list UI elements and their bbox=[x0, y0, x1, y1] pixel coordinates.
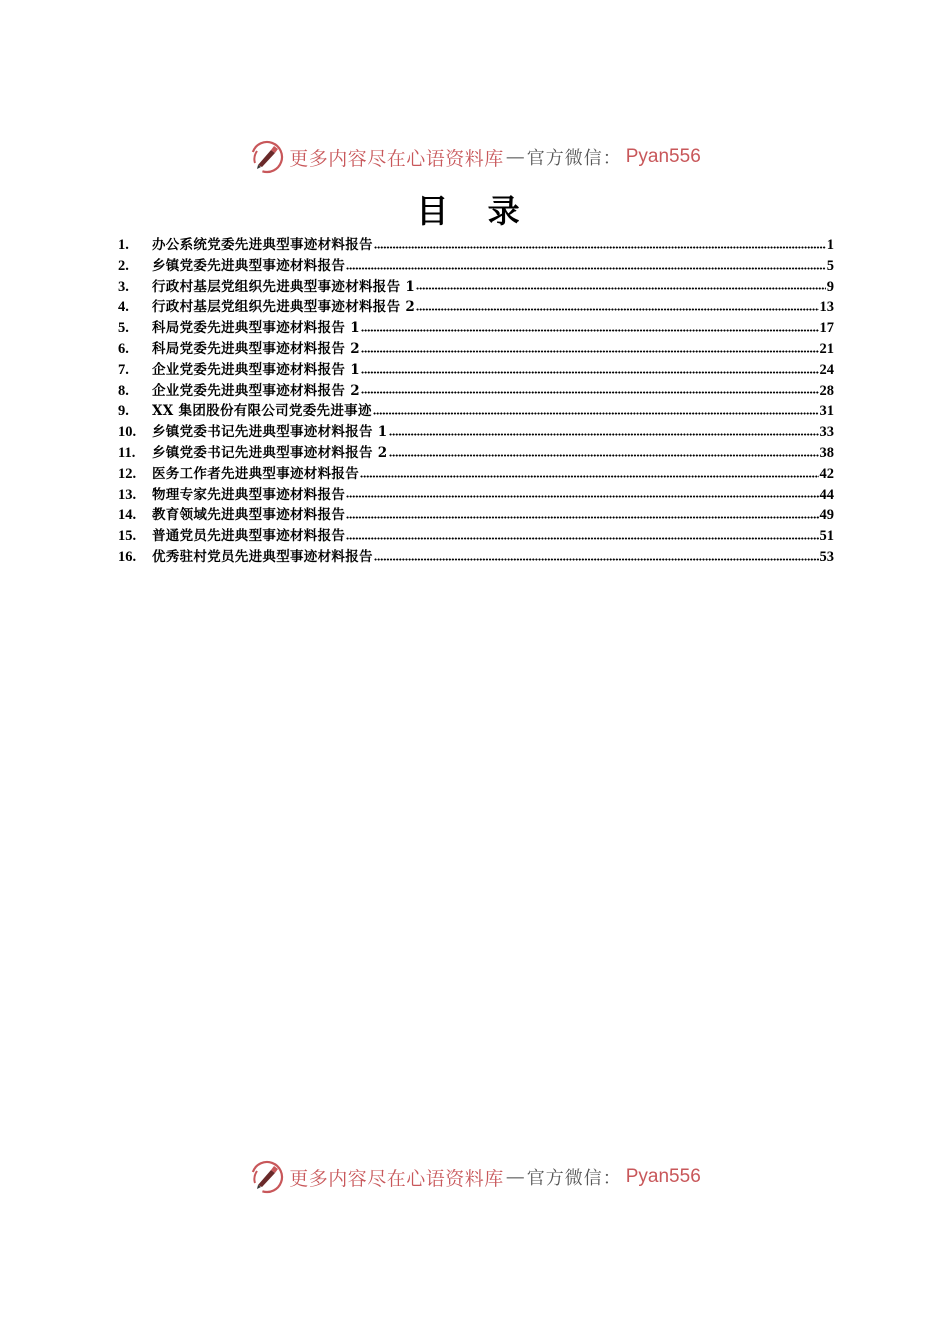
toc-item-title: 乡镇党委先进典型事迹材料报告 bbox=[152, 257, 346, 274]
toc-item-number: 5. bbox=[118, 320, 129, 337]
toc-item-number: 6. bbox=[118, 340, 129, 357]
toc-item[interactable] bbox=[118, 399, 834, 420]
toc-item-title: 普通党员先进典型事迹材料报告 bbox=[152, 528, 346, 545]
pen-circle-icon bbox=[249, 139, 285, 175]
banner-text: 更多内容尽在心语资料库 bbox=[289, 147, 504, 170]
banner-handle: Pyan556 bbox=[625, 146, 701, 167]
toc-item-number: 13. bbox=[118, 486, 137, 503]
toc-item-number: 1. bbox=[118, 237, 129, 253]
toc-item-number: 15. bbox=[118, 528, 137, 545]
toc-leader-dots bbox=[373, 403, 819, 415]
toc-item-title: 企业党委先进典型事迹材料报告 1 bbox=[152, 361, 360, 378]
toc-item-title: 医务工作者先进典型事迹材料报告 bbox=[152, 465, 359, 482]
toc-item-number: 8. bbox=[118, 382, 129, 399]
toc-item[interactable] bbox=[118, 524, 834, 545]
toc-item[interactable] bbox=[118, 316, 834, 337]
toc-item-title: 物理专家先进典型事迹材料报告 bbox=[152, 486, 346, 503]
toc-item[interactable] bbox=[118, 358, 834, 379]
toc-item-title: 教育领域先进典型事迹材料报告 bbox=[152, 507, 346, 524]
banner-separator: — bbox=[505, 1166, 525, 1188]
toc-leader-dots bbox=[346, 258, 826, 270]
toc-item-number: 10. bbox=[118, 424, 137, 441]
toc-item-page: 44 bbox=[819, 486, 834, 503]
toc-title: 目 录 bbox=[416, 192, 534, 230]
toc-item[interactable] bbox=[118, 295, 834, 316]
toc-item-page: 17 bbox=[819, 320, 834, 337]
toc-item-page: 49 bbox=[819, 507, 834, 524]
toc-item[interactable] bbox=[118, 462, 834, 483]
toc-item-title: 科局党委先进典型事迹材料报告 2 bbox=[152, 340, 360, 357]
toc-item[interactable] bbox=[118, 483, 834, 504]
toc-item[interactable] bbox=[118, 441, 834, 462]
toc-item-page: 33 bbox=[819, 424, 834, 441]
toc-leader-dots bbox=[374, 549, 819, 561]
banner-label: 官方微信： bbox=[526, 1168, 622, 1189]
toc-item[interactable] bbox=[118, 545, 834, 566]
toc-item-number: 7. bbox=[118, 361, 129, 378]
toc-item-title: 行政村基层党组织先进典型事迹材料报告 2 bbox=[152, 299, 416, 316]
toc-item-number: 3. bbox=[118, 278, 129, 295]
toc-item[interactable] bbox=[118, 275, 834, 296]
toc-item-title: 企业党委先进典型事迹材料报告 2 bbox=[152, 382, 360, 399]
banner-separator: — bbox=[505, 146, 525, 168]
footer-banner bbox=[0, 1157, 950, 1197]
toc-item-title: XX 集团股份有限公司党委先进事迹 bbox=[152, 403, 372, 420]
toc-list bbox=[118, 233, 834, 566]
toc-item-page: 5 bbox=[826, 257, 834, 274]
toc-item-page: 13 bbox=[819, 299, 834, 316]
toc-leader-dots bbox=[374, 237, 826, 249]
toc-item-page: 21 bbox=[819, 340, 834, 357]
toc-leader-dots bbox=[346, 528, 818, 540]
toc-item-number: 11. bbox=[118, 444, 136, 461]
toc-item-number: 4. bbox=[118, 299, 129, 316]
toc-item-number: 12. bbox=[118, 465, 137, 482]
toc-item[interactable] bbox=[118, 233, 834, 254]
toc-item-title: 行政村基层党组织先进典型事迹材料报告 1 bbox=[152, 278, 416, 295]
toc-item[interactable] bbox=[118, 337, 834, 358]
toc-leader-dots bbox=[361, 362, 819, 374]
banner-handle: Pyan556 bbox=[625, 1166, 701, 1187]
toc-item[interactable] bbox=[118, 254, 834, 275]
toc-item-page: 28 bbox=[819, 382, 834, 399]
toc-leader-dots bbox=[361, 382, 819, 394]
toc-item-page: 38 bbox=[819, 444, 834, 461]
toc-item-page: 53 bbox=[819, 548, 834, 565]
toc-item-title: 优秀驻村党员先进典型事迹材料报告 bbox=[152, 548, 373, 565]
toc-item-page: 51 bbox=[819, 528, 834, 545]
toc-item-number: 2. bbox=[118, 257, 129, 274]
banner-text: 更多内容尽在心语资料库 bbox=[289, 1167, 504, 1190]
toc-item-title: 办公系统党委先进典型事迹材料报告 bbox=[152, 237, 373, 253]
toc-leader-dots bbox=[389, 424, 819, 436]
toc-leader-dots bbox=[361, 320, 819, 332]
toc-leader-dots bbox=[346, 486, 818, 498]
pen-circle-icon bbox=[249, 1159, 285, 1195]
toc-item-title: 乡镇党委书记先进典型事迹材料报告 2 bbox=[152, 444, 388, 461]
toc-item-number: 16. bbox=[118, 548, 137, 565]
toc-item[interactable] bbox=[118, 420, 834, 441]
toc-item-number: 14. bbox=[118, 507, 137, 524]
toc-leader-dots bbox=[360, 466, 819, 478]
toc-leader-dots bbox=[389, 445, 819, 457]
toc-item[interactable] bbox=[118, 503, 834, 524]
toc-item-page: 31 bbox=[819, 403, 834, 420]
toc-item-page: 9 bbox=[826, 278, 834, 295]
toc-leader-dots bbox=[361, 341, 819, 353]
toc-leader-dots bbox=[416, 299, 818, 311]
toc-item-page: 42 bbox=[819, 465, 834, 482]
toc-item-title: 科局党委先进典型事迹材料报告 1 bbox=[152, 320, 360, 337]
toc-item-number: 9. bbox=[118, 403, 129, 420]
toc-leader-dots bbox=[416, 278, 826, 290]
header-banner bbox=[0, 137, 950, 177]
toc-item-page: 24 bbox=[819, 361, 834, 378]
toc-item[interactable] bbox=[118, 379, 834, 400]
banner-label: 官方微信： bbox=[526, 148, 622, 169]
toc-item-page: 1 bbox=[826, 237, 834, 253]
toc-item-title: 乡镇党委书记先进典型事迹材料报告 1 bbox=[152, 424, 388, 441]
toc-leader-dots bbox=[346, 507, 818, 519]
